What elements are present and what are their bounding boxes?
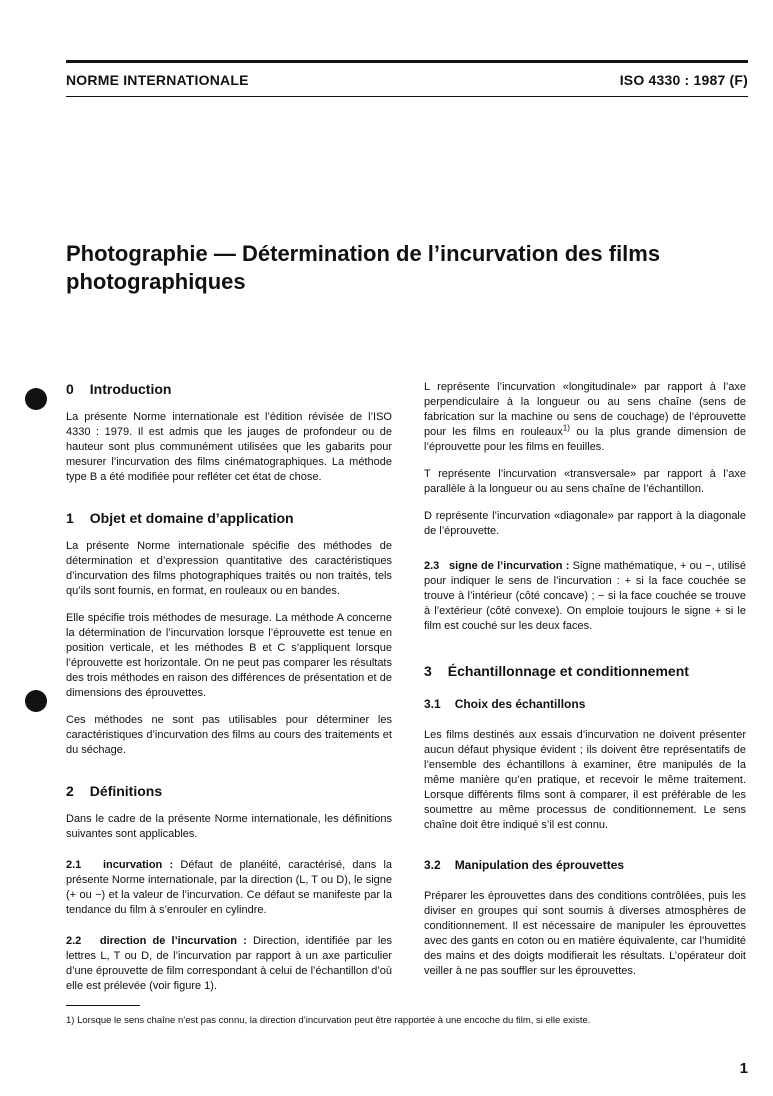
top-rule [66,60,748,63]
binding-hole-top [25,388,47,410]
term: direction de l’incurvation : [99,935,247,947]
subsection-title: Manipulation des éprouvettes [454,858,625,872]
definition-text: Direction, identifiée par les lettres L, T ou D, de l’incurvation par rapport à un axe particulier d’une éprouvette de film correspondant à celui de l’échantillon d’où elle est prélevée (voir figure 1). [66,935,392,992]
clause-number: 2.1 [66,859,82,871]
section-title: Échantillonnage et conditionnement [447,663,689,679]
footnote-reference: 1) [562,423,570,433]
section-title: Définitions [89,783,163,799]
section-number: 0 [66,381,74,397]
term: signe de l’incurvation : [449,560,570,572]
document-title: Photographie — Détermination de l’incurvation des films photographiques [66,241,661,294]
scope-paragraph-1: La présente Norme internationale spécifie des méthodes de détermination et d’expression quantitative des caractéristiques d’incurvation des films photographiques traités ou non traités, tels qu’ils sont fournis, en format, en rouleaux ou en bandes. [66,540,392,597]
section-number: 3 [424,663,432,679]
definition-2-2 [66,934,392,994]
sample-selection-paragraph: Les films destinés aux essais d’incurvation ne doivent présenter aucun défaut physique évident ; ils doivent être représentatifs de l’ensemble des échantillons à examiner, être manipulés de la même manière qu’en pratique, et recevoir le même traitement. Lorsque différents films sont à comparer, il est préférable de les soumettre au même processus de conditionnement. Le sens chaîne doit être indiqué s’il est connu. [424,729,746,831]
section-2-heading [66,782,392,800]
page-number: 1 [739,1060,748,1077]
definition-text: Défaut de planéité, caractérisé, dans la présente Norme internationale, par la direction (L, T ou D), le signe (+ ou −) et la valeur de l’incurvation. Ce défaut se manifeste par la tendance du film à s’enrouler en cylindre. [66,859,393,916]
binding-hole-bottom [25,690,47,712]
footnote-rule [66,1005,140,1006]
header-standard-number: ISO 4330 : 1987 (F) [619,72,748,88]
section-number: 2 [66,783,74,799]
scope-paragraph-2: Elle spécifie trois méthodes de mesurage. La méthode A concerne la détermination de l’incurvation lorsque l’éprouvette est tenue en position verticale, et les méthodes B et C s’appliquent lorsque l’éprouvette est horizontale. On ne peut pas comparer les résultats des trois méthodes en raison des différences de présentation et de dimensions des éprouvettes. [66,612,392,699]
subsection-3-2-heading [424,857,746,873]
direction-D-paragraph: D représente l’incurvation «diagonale» par rapport à la diagonale de l’éprouvette. [424,510,746,537]
subsection-title: Choix des échantillons [454,697,586,711]
section-title: Objet et domaine d’application [89,510,294,526]
header-rule [66,96,748,97]
definition-text: Signe mathématique, + ou −, utilisé pour indiquer le sens de l’incurvation : + si la face couchée se trouve à l’intérieur (côté concave) ; − si la face couchée se trouve à l’extérieur (côté convexe). On emploie toujours le signe + si le film est couché sur les deux faces. [424,560,747,632]
section-title: Introduction [89,381,172,397]
section-number: 1 [66,510,74,526]
section-3-heading [424,662,746,680]
definitions-intro: Dans le cadre de la présente Norme internationale, les définitions suivantes sont applicables. [66,813,392,840]
section-1-heading [66,509,392,527]
specimen-handling-paragraph: Préparer les éprouvettes dans des conditions contrôlées, puis les diviser en groupes qui sont soumis à diverses atmosphères de conditionnement. Il est nécessaire de manipuler les éprouvettes avec des gants en coton ou en matière équivalente, car l’humidité des mains et des doigts modifierait les résultats. L’opérateur doit veiller à ne pas souffler sur les éprouvettes. [424,890,746,977]
definition-2-1 [66,858,392,918]
subsection-number: 3.2 [424,858,441,872]
left-column [66,380,392,994]
header-standard-type: NORME INTERNATIONALE [66,72,249,88]
subsection-3-1-heading [424,696,746,712]
section-0-heading [66,380,392,398]
direction-T-paragraph: T représente l’incurvation «transversale» par rapport à l’axe parallèle à la longueur ou au sens chaîne de l’échantillon. [424,468,746,495]
right-column [424,380,746,979]
definition-2-3 [424,559,746,634]
introduction-paragraph: La présente Norme internationale est l’édition révisée de l’ISO 4330 : 1979. Il est admis que les jauges de profondeur ou de hauteur sont plus communément utilisées que les gabarits pour mesurer l’incurvation des films cinématographiques. La méthode type B a été modifiée pour refléter cet état de chose. [66,411,392,483]
footnote: 1) Lorsque le sens chaîne n’est pas connu, la direction d’incurvation peut être rapportée à une encoche du film, si elle existe. [66,1015,591,1026]
term: incurvation : [102,859,174,871]
subsection-number: 3.1 [424,697,441,711]
clause-number: 2.3 [424,560,440,572]
scope-paragraph-3: Ces méthodes ne sont pas utilisables pour déterminer les caractéristiques d’incurvation des films au cours des traitements et du séchage. [66,714,392,756]
direction-L-paragraph: L représente l’incurvation «longitudinale» par rapport à l’axe perpendiculaire à la longueur ou au sens chaîne (sens de fabrication sur la machine ou sens de couchage) de l’éprouvette pour les films en rouleaux$^{1)}$ ou la plus grande dimension de l’éprouvette pour les films en feuilles. [424,381,746,453]
clause-number: 2.2 [66,935,82,947]
